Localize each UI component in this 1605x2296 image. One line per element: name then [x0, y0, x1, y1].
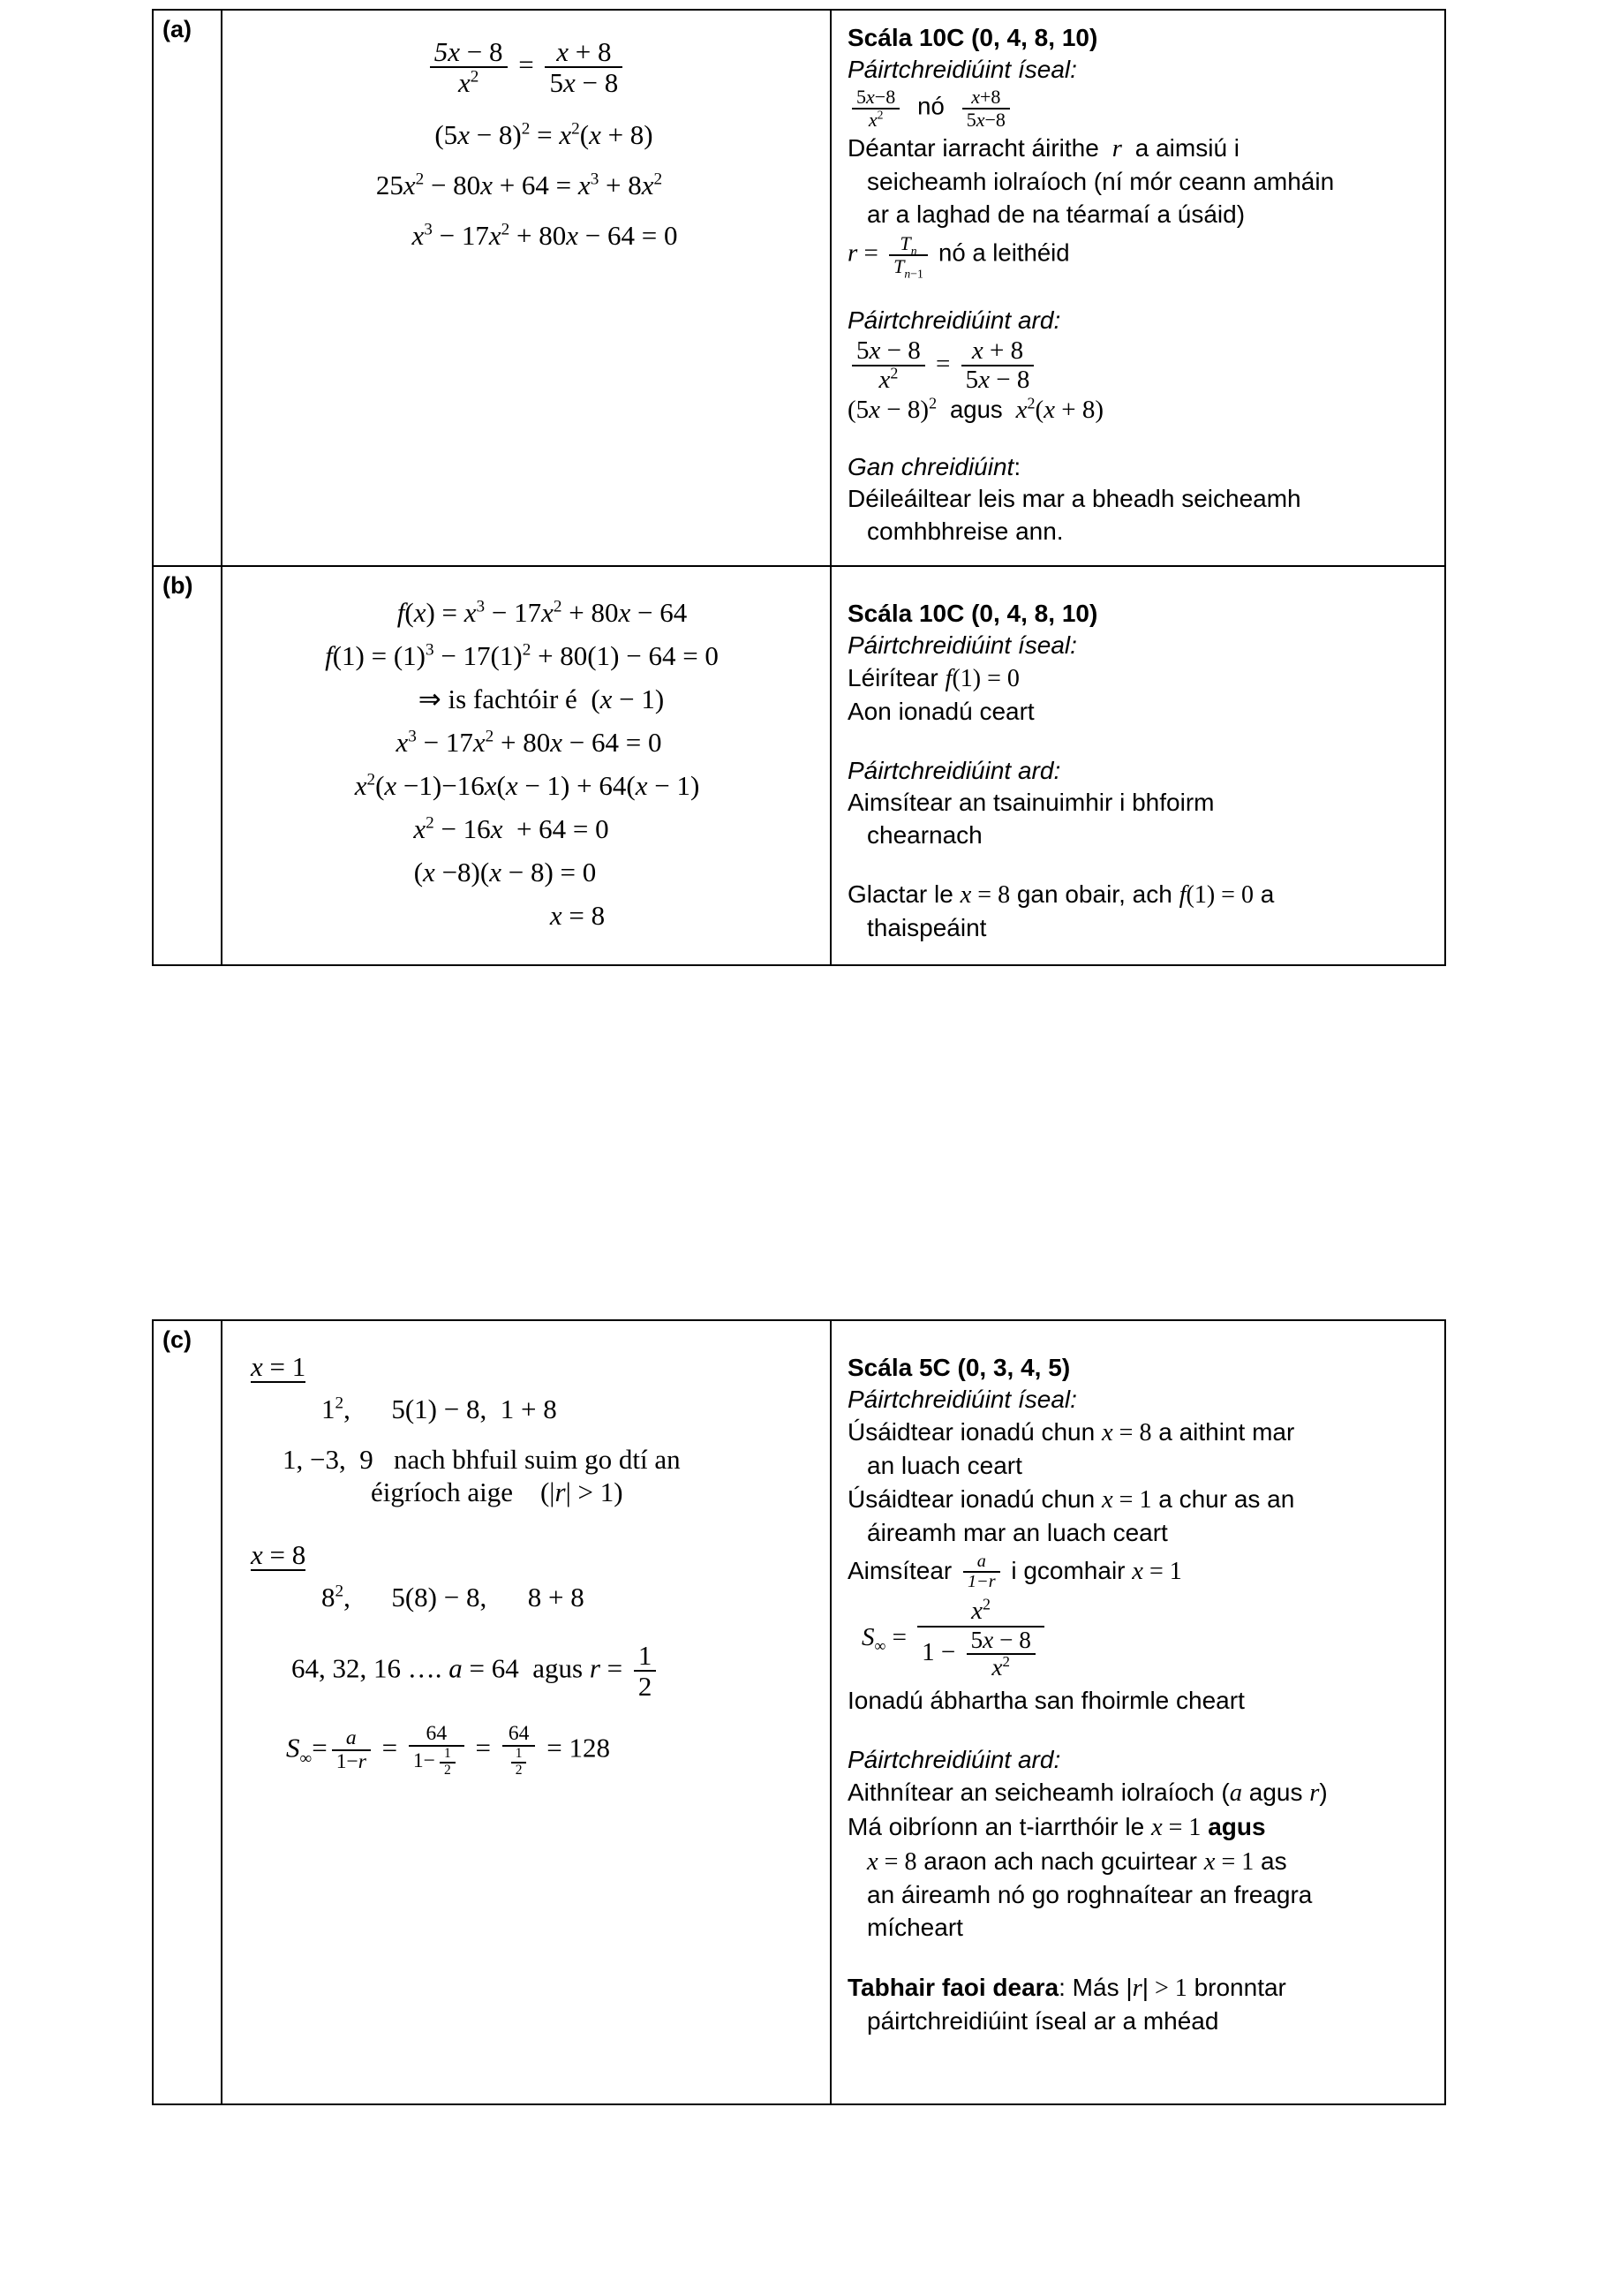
- high-credit-heading-a: Páirtchreidiúint ard:: [848, 306, 1061, 334]
- case-heading-x8: x = 8: [251, 1539, 306, 1570]
- equation-b8: x = 8: [549, 899, 606, 931]
- high-credit-heading-b: Páirtchreidiúint ard:: [848, 756, 1061, 784]
- note-label-c: Tabhair faoi deara: [848, 1973, 1059, 2001]
- note-line-c1: Tabhair faoi deara: Más |r| > 1 bronntar: [848, 1973, 1286, 2002]
- low-credit-heading-b: Páirtchreidiúint íseal:: [848, 631, 1077, 659]
- case2-sum-to-infinity: $S_\infty=$ $\frac{a}{1-r}$ = 64 1− $\frac{1}{2}$ = $\frac{64}{\frac{1}{2}}$ = 128: [286, 1721, 610, 1779]
- part-a-working: [222, 11, 832, 565]
- note-line-c2: páirtchreidiúint íseal ar a mhéad: [867, 2006, 1219, 2035]
- table-row: [154, 1321, 1444, 2103]
- high-credit-line-b2: chearnach: [867, 820, 983, 849]
- equation-b2: $f(1) = (1)^3 - 17(1)^2 + 80(1) - 64 = 0$: [325, 639, 719, 671]
- spacer: [848, 1718, 1430, 1745]
- part-b-scheme: [832, 567, 1444, 964]
- marking-scheme-table-ab: [152, 9, 1446, 966]
- equation-a4: $x^3 - 17x^2 + 80x - 64 = 0$: [411, 219, 678, 251]
- case-heading-x1: x = 1: [251, 1351, 306, 1382]
- low-credit-line-c5: Aimsítear $\frac{a}{1-r}$ i gcomhair x = 1: [848, 1551, 1182, 1592]
- low-credit-formula-a2: r = $\frac{T_n}{T_{n-1}}$ nó a leithéid: [848, 232, 1070, 281]
- low-credit-line-c6: Ionadú ábhartha san fhoirmle cheart: [848, 1687, 1245, 1715]
- spacer: [848, 729, 1430, 756]
- part-label-b: (b): [154, 567, 222, 964]
- low-credit-line-c2: an luach ceart: [867, 1452, 1022, 1480]
- high-credit-line-c3: x = 8 araon ach nach gcuirtear x = 1 as: [867, 1847, 1287, 1877]
- case1-sequence-line1: 1, −3, 9 nach bhfuil suim go dtí an: [283, 1444, 681, 1475]
- equation-b4: $x^3 - 17x^2 + 80x - 64 = 0$: [396, 726, 662, 758]
- low-credit-line-b1: Léirítear f(1) = 0: [848, 664, 1020, 693]
- no-credit-line-a2: comhbhreise ann.: [867, 517, 1064, 546]
- low-credit-heading-c: Páirtchreidiúint íseal:: [848, 1386, 1077, 1414]
- equation-b7: (x −8)(x − 8) = 0: [413, 856, 597, 887]
- case2-terms: $8^2$, 5(8) − 8, 8 + 8: [321, 1582, 584, 1612]
- case2-sequence: 64, 32, 16 …. a = 64 agus r = $\frac{1}{2}$: [237, 1641, 816, 1702]
- equation-a1: $\frac{5x - 8}{x^2}$ = $\frac{x + 8}{5x - 8}$: [237, 37, 816, 98]
- high-credit-formula-a2: $(5x - 8)^2$ agus $x^2(x + 8)$: [848, 394, 1104, 424]
- case1-terms: $1^2$, 5(1) − 8, 1 + 8: [321, 1393, 557, 1424]
- high-credit-line-c1: Aithnítear an seicheamh iolraíoch (a agus r): [848, 1779, 1328, 1808]
- high-credit-heading-c: Páirtchreidiúint ard:: [848, 1746, 1061, 1774]
- equation-b6: $x^2 - 16x + 64 = 0$: [413, 812, 609, 844]
- low-credit-formula-c: $S_\infty$ = $x^2$ 1 − $\frac{5x - 8}{x^2}$: [862, 1597, 1430, 1680]
- equation-b5: $x^2(x -1)-16x(x - 1) + 64(x - 1)$: [354, 769, 700, 801]
- part-label-c: (c): [154, 1321, 222, 2103]
- work-area-blank-c: [237, 1796, 816, 2088]
- low-credit-line-c1: Úsáidtear ionadú chun x = 8 a aithint mar: [848, 1418, 1295, 1447]
- part-b-working: [222, 567, 832, 964]
- equation-b3: ⇒ is fachtóir é (x − 1): [418, 683, 665, 714]
- scale-heading-b: Scála 10C (0, 4, 8, 10): [848, 599, 1098, 627]
- part-a-scheme: [832, 11, 1444, 565]
- marking-scheme-table-c: [152, 1319, 1446, 2105]
- part-label-a: (a): [154, 11, 222, 565]
- high-credit-line-c2: Má oibríonn an t-iarrthóir le x = 1 agus: [848, 1813, 1266, 1842]
- no-credit-heading-a: Gan chreidiúint:: [848, 453, 1021, 481]
- low-credit-formula-a: $\frac{5x-8}{x^2}$ nó $\frac{x+8}{5x-8}$: [848, 87, 1430, 131]
- table-row: [154, 11, 1444, 565]
- high-credit-line-b1: Aimsítear an tsainuimhir i bhfoirm: [848, 789, 1215, 817]
- note-line-b2: thaispeáint: [867, 914, 987, 942]
- note-line-b1: Glactar le x = 8 gan obair, ach f(1) = 0 a: [848, 880, 1275, 910]
- no-credit-line-a1: Déileáiltear leis mar a bheadh seicheamh: [848, 485, 1301, 513]
- spacer: [848, 852, 1430, 879]
- low-credit-line-a1: Déantar iarracht áirithe r a aimsiú i: [848, 133, 1240, 162]
- part-c-working: [222, 1321, 832, 2103]
- scale-heading-c: Scála 5C (0, 3, 4, 5): [848, 1354, 1071, 1381]
- spacer: [848, 1945, 1430, 1972]
- low-credit-heading-a: Páirtchreidiúint íseal:: [848, 56, 1077, 84]
- table-row: [154, 565, 1444, 964]
- high-credit-formula-a: $\frac{5x - 8}{x^2}$ = $\frac{x + 8}{5x - 8}$: [848, 337, 1430, 395]
- part-c-scheme: [832, 1321, 1444, 2103]
- high-credit-line-c5: mícheart: [867, 1913, 963, 1941]
- spacer: [848, 425, 1430, 451]
- no-credit-label-a: Gan chreidiúint: [848, 453, 1014, 481]
- equation-a3: $25x^2 - 80x + 64 = x^3 + 8x^2$: [375, 169, 663, 200]
- low-credit-line-b2: Aon ionadú ceart: [848, 698, 1035, 726]
- low-credit-line-c4: áireamh mar an luach ceart: [867, 1519, 1168, 1546]
- low-credit-line-a3: ar a laghad de na téarmaí a úsáid): [867, 200, 1246, 228]
- high-credit-line-c4: an áireamh nó go roghnaítear an freagra: [867, 1881, 1313, 1909]
- low-credit-line-c3: Úsáidtear ionadú chun x = 1 a chur as an: [848, 1485, 1295, 1514]
- scale-heading-a: Scála 10C (0, 4, 8, 10): [848, 24, 1098, 51]
- equation-b1: $f(x) = x^3 - 17x^2 + 80x - 64$: [396, 596, 688, 628]
- low-credit-line-a2: seicheamh iolraíoch (ní mór ceann amháin: [867, 167, 1335, 195]
- equation-a2: $(5x - 8)^2 = x^2(x + 8)$: [434, 118, 653, 150]
- spacer: [848, 279, 1430, 306]
- case1-sequence-line2: éigríoch aige (|r| > 1): [371, 1477, 623, 1507]
